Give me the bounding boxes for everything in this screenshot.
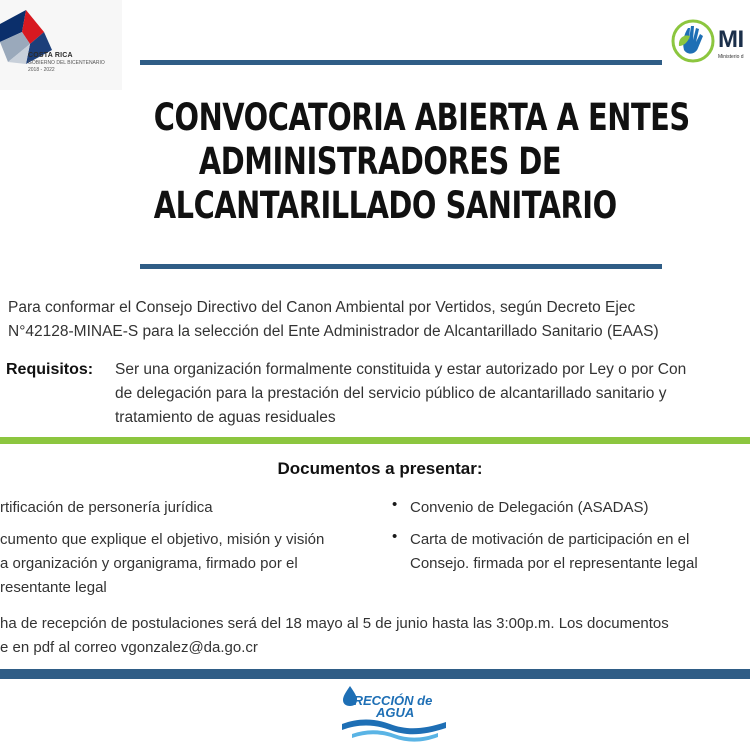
title-line-2: ADMINISTRADORES DE xyxy=(198,140,562,183)
requirements-text xyxy=(115,358,686,430)
costa-rica-government-logo xyxy=(0,0,122,90)
submission-line-2: e en pdf al correo vgonzalez@da.go.cr xyxy=(0,639,258,656)
documents-right-item-1 xyxy=(392,496,649,520)
document-line: Consejo. firmada por el representante legal xyxy=(410,555,698,572)
document-line: rtificación de personería jurídica xyxy=(0,499,213,516)
document-line: Convenio de Delegación (ASADAS) xyxy=(410,499,649,516)
section-divider xyxy=(0,437,750,444)
minae-subtitle: Ministerio d xyxy=(718,54,744,60)
requirements-line-1: Ser una organización formalmente constituida y estar autorizado por Ley o por Con xyxy=(115,361,687,378)
document-line: Carta de motivación de participación en el xyxy=(410,531,690,548)
bullet-icon: • xyxy=(392,496,398,513)
submission-info xyxy=(0,612,669,660)
intro-line-1: Para conformar el Consejo Directivo del Canon Ambiental por Vertidos, según Decreto Ejec xyxy=(8,299,636,316)
minae-name: MI xyxy=(718,26,744,53)
documents-right-item-2 xyxy=(392,528,698,576)
country-name: COSTA RICA xyxy=(28,52,73,59)
title-line-3: ALCANTARILLADO SANITARIO xyxy=(153,184,617,227)
page-title xyxy=(153,96,690,228)
government-name: GOBIERNO DEL BICENTENARIO xyxy=(28,60,105,66)
top-divider xyxy=(140,60,662,65)
footer-divider xyxy=(0,669,750,679)
document-line: resentante legal xyxy=(0,579,107,596)
intro-line-2: N°42128-MINAE-S para la selección del Ente Administrador de Alcantarillado Sanitario (EAAS) xyxy=(8,323,659,340)
documents-left-item-1 xyxy=(0,496,213,520)
agua-text: AGUA xyxy=(376,705,415,720)
government-years: 2018 - 2022 xyxy=(28,67,55,73)
direccion-text: IRECCIÓN de xyxy=(350,693,433,708)
intro-paragraph xyxy=(8,296,750,344)
title-line-1: CONVOCATORIA ABIERTA A ENTES xyxy=(153,96,690,139)
documents-heading: Documentos a presentar: xyxy=(277,459,483,478)
documents-left-item-2 xyxy=(0,528,324,600)
document-line: cumento que explique el objetivo, misión y visión xyxy=(0,531,325,548)
requirements-line-2: de delegación para la prestación del servicio público de alcantarillado sanitario y xyxy=(115,385,667,402)
title-divider xyxy=(140,264,662,269)
minae-logo xyxy=(666,14,750,70)
document-line: a organización y organigrama, firmado por el xyxy=(0,555,298,572)
bullet-icon: • xyxy=(392,528,398,545)
requirements-line-3: tratamiento de aguas residuales xyxy=(115,409,336,426)
requirements-label: Requisitos: xyxy=(6,361,94,378)
submission-line-1: ha de recepción de postulaciones será del 18 mayo al 5 de junio hasta las 3:00p.m. Los documentos xyxy=(0,615,669,632)
direccion-de-agua-logo xyxy=(338,684,450,746)
hand-leaf-emblem-icon xyxy=(670,16,716,66)
